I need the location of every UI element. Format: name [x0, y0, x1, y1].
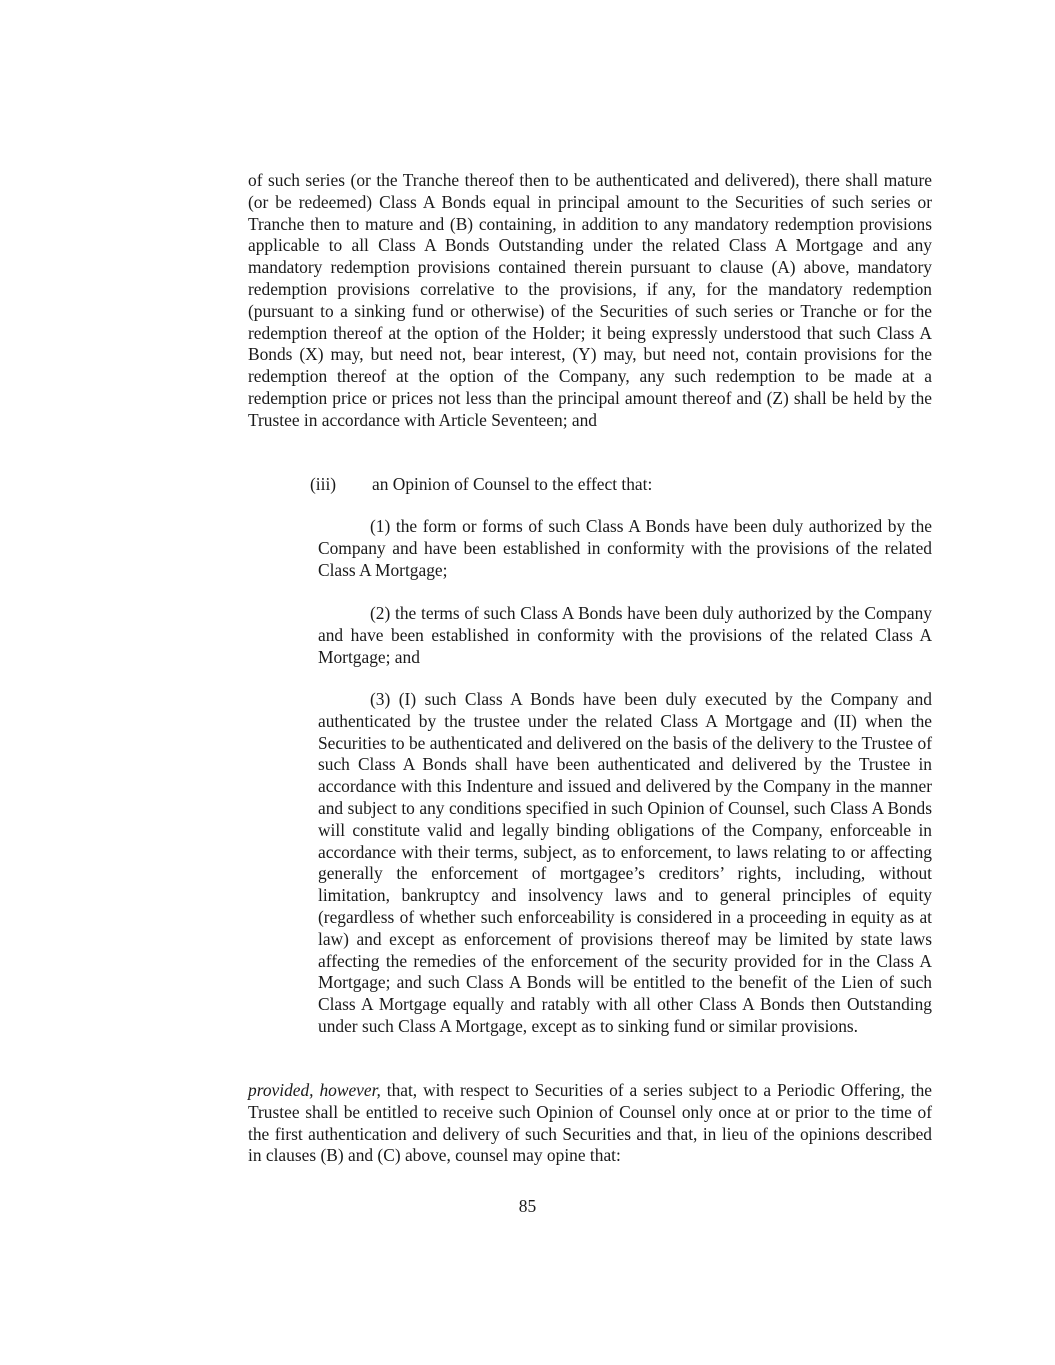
- item-iii-text: an Opinion of Counsel to the effect that:: [372, 474, 653, 494]
- proviso-text: that, with respect to Securities of a series subject to a Periodic Offering, the Trustee shall be entitled to receive such Opinion of Counsel only once at or prior to the time of the first authentication and delivery of such Securities and that, in lieu of the opinions described in clauses (B) and (C) above, counsel may opine that:: [248, 1080, 932, 1166]
- proviso-paragraph: [248, 1080, 932, 1167]
- subclause-3: (3) (I) such Class A Bonds have been duly executed by the Company and authenticated by the trustee under the related Class A Mortgage and (II) when the Securities to be authenticated and delivered on the basis of the delivery to the Trustee of such Class A Bonds shall have been authenticated and delivered by the Trustee in accordance with this Indenture and issued and delivered by the Company in the manner and subject to any conditions specified in such Opinion of Counsel, such Class A Bonds will constitute valid and legally binding obligations of the Company, enforceable in accordance with their terms, subject, as to enforcement, to laws relating to or affecting generally the enforcement of mortgagee’s creditors’ rights, including, without limitation, bankruptcy and insolvency laws and to general principles of equity (regardless of whether such enforceability is considered in a proceeding in equity as at law) and except as enforcement of provisions thereof may be limited by state laws affecting the remedies of the enforcement of the security provided for in the Class A Mortgage; and such Class A Bonds will be entitled to the benefit of the Lien of such Class A Mortgage equally and ratably with all other Class A Bonds then Outstanding under such Class A Mortgage, except as to sinking fund or similar provisions.: [318, 689, 932, 1036]
- subclause-1: (1) the form or forms of such Class A Bonds have been duly authorized by the Company and have been established in conformity with the provisions of the related Class A Mortgage;: [318, 516, 932, 580]
- paragraph-continuation: of such series (or the Tranche thereof then to be authenticated and delivered), there shall mature (or be redeemed) Class A Bonds equal in principal amount to the Securities of such series or Tranche then to mature and (B) containing, in addition to any mandatory redemption provisions applicable to all Class A Bonds Outstanding under the related Class A Mortgage and any mandatory redemption provisions contained therein pursuant to clause (A) above, mandatory redemption provisions correlative to the provisions, if any, for the mandatory redemption (pursuant to a sinking fund or otherwise) of the Securities of such series or Tranche or for the redemption thereof at the option of the Holder; it being expressly understood that such Class A Bonds (X) may, but need not, bear interest, (Y) may, but need not, contain provisions for the redemption thereof at the option of the Company, any such redemption to be made at a redemption price or prices not less than the principal amount thereof and (Z) shall be held by the Trustee in accordance with Article Seventeen; and: [248, 170, 932, 430]
- item-iii-number: (iii): [310, 474, 337, 494]
- subclause-2: (2) the terms of such Class A Bonds have been duly authorized by the Company and have been established in conformity with the provisions of the related Class A Mortgage; and: [318, 603, 932, 667]
- proviso-lead: provided, however,: [248, 1080, 381, 1100]
- item-iii-heading: [310, 474, 652, 496]
- page-number: 85: [518, 1196, 537, 1216]
